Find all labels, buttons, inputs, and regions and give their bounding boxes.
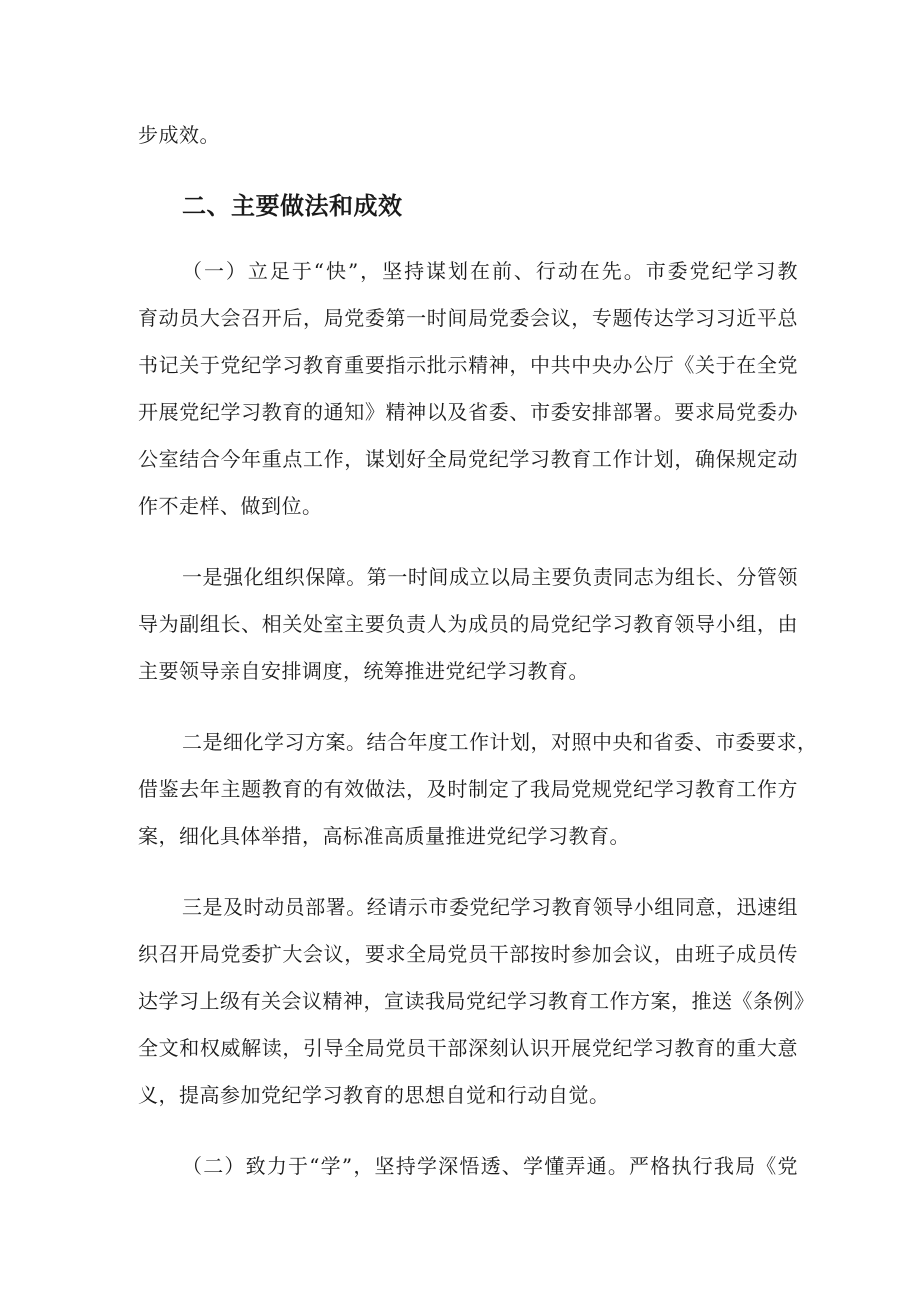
paragraph-line: 一是强化组织保障。第一时间成立以局主要负责同志为组长、分管领: [182, 565, 798, 589]
paragraph-line: 书记关于党纪学习教育重要指示批示精神，中共中央办公厅《关于在全党: [138, 353, 798, 377]
paragraph-line: 案，细化具体举措，高标准高质量推进党纪学习教育。: [138, 824, 630, 848]
paragraph-line: （二）致力于“学”，坚持学深悟透、学懂弄通。严格执行我局《党: [182, 1154, 798, 1178]
paragraph-line: 作不走样、做到位。: [138, 494, 323, 518]
paragraph-line: 开展党纪学习教育的通知》精神以及省委、市委安排部署。要求局党委办: [138, 400, 798, 424]
paragraph-line: 达学习上级有关会议精神，宣读我局党纪学习教育工作方案，推送《条例》: [138, 989, 815, 1013]
paragraph-line: 主要领导亲自安排调度，统筹推进党纪学习教育。: [138, 659, 589, 683]
section-heading: 二、主要做法和成效: [182, 192, 403, 220]
paragraph-line: 义，提高参加党纪学习教育的思想自觉和行动自觉。: [138, 1083, 610, 1107]
paragraph-line: 育动员大会召开后，局党委第一时间局党委会议，专题传达学习习近平总: [138, 306, 798, 330]
paragraph-line: 全文和权威解读，引导全局党员干部深刻认识开展党纪学习教育的重大意: [138, 1036, 798, 1060]
paragraph-line: 借鉴去年主题教育的有效做法，及时制定了我局党规党纪学习教育工作方: [138, 777, 798, 801]
paragraph-line: 三是及时动员部署。经请示市委党纪学习教育领导小组同意，迅速组: [182, 895, 798, 919]
paragraph-line: 二是细化学习方案。结合年度工作计划，对照中央和省委、市委要求，: [182, 730, 818, 754]
paragraph-line: （一）立足于“快”，坚持谋划在前、行动在先。市委党纪学习教: [182, 259, 798, 283]
paragraph-line: 织召开局党委扩大会议，要求全局党员干部按时参加会议，由班子成员传: [138, 942, 798, 966]
top-fragment-text: 步成效。: [138, 123, 220, 147]
paragraph-line: 导为副组长、相关处室主要负责人为成员的局党纪学习教育领导小组，由: [138, 612, 798, 636]
paragraph-line: 公室结合今年重点工作，谋划好全局党纪学习教育工作计划，确保规定动: [138, 447, 798, 471]
